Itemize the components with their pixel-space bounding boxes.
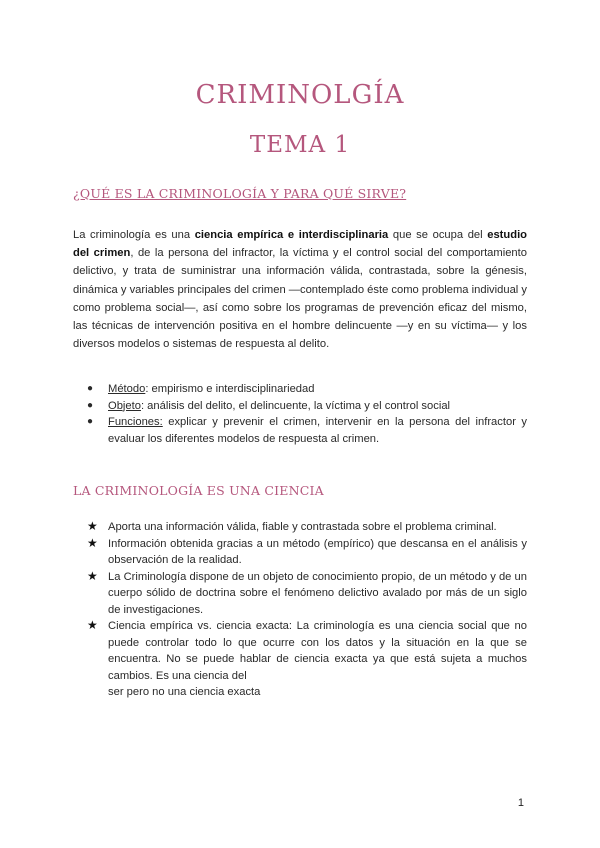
list-item (73, 519, 527, 536)
list-item-text: Información obtenida gracias a un método (empírico) que descansa en el análisis y observación de la realidad. (108, 537, 527, 566)
list-item-continuation (73, 684, 527, 701)
list-item-label: Funciones: (108, 416, 163, 428)
intro-bold-2: estudio del crimen (73, 229, 528, 260)
section-heading-ciencia: LA CRIMINOLOGÍA ES UNA CIENCIA (73, 483, 324, 498)
intro-text-3: , de la persona del infractor, la víctima y el control social del comportamiento delictivo, y trata de suministrar una información válida, contrastada, sobre la génesis, dinámica y variables principales del crimen —contemplado éste como problema individual y como problema social—, así como sobre los programas de prevención eficaz del mismo, las técnicas de intervención positiva en el hombre delincuente —y en su víctima— y los diversos modelos o sistemas de respuesta al delito. (73, 247, 527, 351)
bullet-icon: ● (87, 383, 94, 394)
list-item (73, 398, 527, 415)
list-item-text: Aporta una información válida, fiable y contrastada sobre el problema criminal. (108, 521, 497, 533)
list-item-text: explicar y prevenir el crimen, intervenir en la persona del infractor y evaluar los diferentes modelos de respuesta al crimen. (108, 416, 527, 445)
list-item-text: : empirismo e interdisciplinariedad (145, 383, 315, 395)
intro-paragraph (73, 226, 527, 353)
page-number: 1 (517, 797, 524, 809)
list-item-text: Ciencia empírica vs. ciencia exacta: La criminología es una ciencia social que no puede controlar todo lo que ocurre con los datos y la situación en la que se encuentra. No se puede hablar de ciencia exacta ya que está sujeta a muchos cambios. Es una ciencia del (108, 620, 527, 682)
list-item-text: La Criminología dispone de un objeto de conocimiento propio, de un método y de un cuerpo sólido de doctrina sobre el fenómeno delictivo avalado por más de un siglo de investigaciones. (108, 570, 527, 616)
section-heading-que-es: ¿QUÉ ES LA CRIMINOLOGÍA Y PARA QUÉ SIRVE? (73, 186, 407, 201)
bullet-icon: ● (87, 416, 94, 427)
intro-bold-1: ciencia empírica e interdisciplinaria (194, 229, 389, 241)
list-item (73, 381, 527, 398)
document-subtitle: TEMA 1 (249, 132, 351, 158)
star-icon: ★ (87, 618, 98, 632)
list-item-text: ser pero no una ciencia exacta (108, 686, 261, 698)
document-title: CRIMINOLGÍA (195, 80, 405, 110)
list-item-label: Objeto (108, 399, 141, 412)
intro-text-2: que se ocupa del (388, 229, 488, 241)
star-icon: ★ (87, 519, 98, 533)
list-item-label: Método (108, 383, 146, 395)
bullet-list (73, 381, 527, 447)
star-icon: ★ (87, 535, 98, 550)
bullet-icon: ● (87, 399, 94, 411)
list-item-text: : análisis del delito, el delincuente, la víctima y el control social (140, 399, 451, 412)
star-icon: ★ (87, 568, 98, 583)
list-item (73, 618, 527, 684)
list-item (73, 414, 527, 447)
list-item (73, 569, 527, 619)
star-list (73, 519, 527, 701)
intro-text-1: La criminología es una (73, 229, 195, 241)
list-item (73, 536, 527, 569)
